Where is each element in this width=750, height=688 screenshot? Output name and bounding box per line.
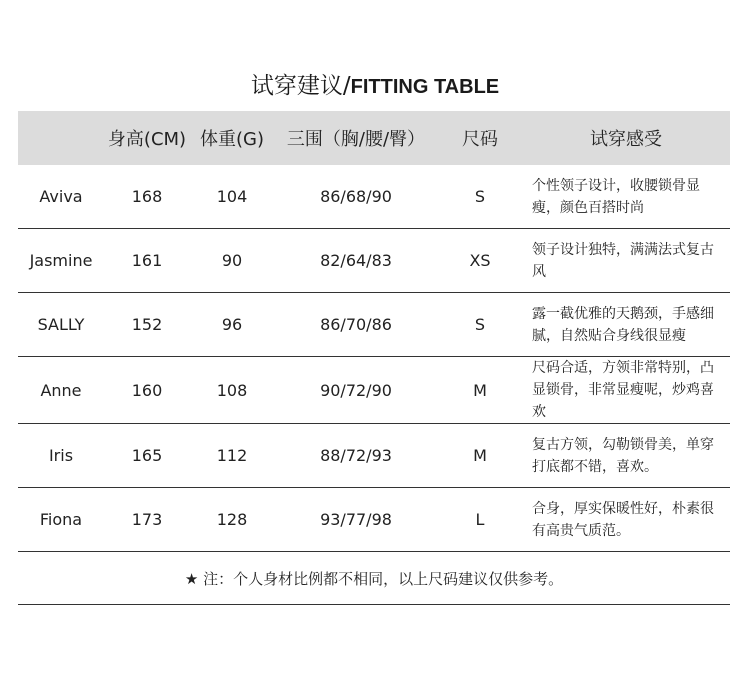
- cell-name: Aviva: [18, 165, 104, 229]
- cell-size: L: [438, 488, 522, 552]
- cell-name: SALLY: [18, 293, 104, 357]
- cell-measurements: 93/77/98: [274, 488, 438, 552]
- cell-size: M: [438, 424, 522, 488]
- cell-measurements: 86/70/86: [274, 293, 438, 357]
- cell-height: 173: [104, 488, 190, 552]
- cell-name: Anne: [18, 357, 104, 424]
- title-en: FITTING TABLE: [350, 76, 500, 98]
- table-row: [18, 165, 730, 229]
- cell-feedback: 领子设计独特，满满法式复古风: [522, 229, 730, 293]
- cell-name: Jasmine: [18, 229, 104, 293]
- header-height: 身高(CM): [104, 111, 190, 165]
- cell-feedback: 尺码合适，方领非常特别，凸显锁骨，非常显瘦呢，炒鸡喜欢: [522, 357, 730, 424]
- cell-weight: 96: [190, 293, 274, 357]
- table-row: [18, 424, 730, 488]
- cell-height: 152: [104, 293, 190, 357]
- cell-measurements: 90/72/90: [274, 357, 438, 424]
- fitting-table: [18, 111, 730, 605]
- cell-weight: 108: [190, 357, 274, 424]
- cell-weight: 90: [190, 229, 274, 293]
- header-feedback: 试穿感受: [522, 111, 730, 165]
- cell-height: 168: [104, 165, 190, 229]
- cell-size: S: [438, 293, 522, 357]
- note-row: [18, 552, 730, 605]
- cell-weight: 104: [190, 165, 274, 229]
- header-weight: 体重(G): [190, 111, 274, 165]
- cell-feedback: 合身，厚实保暖性好，朴素很有高贵气质范。: [522, 488, 730, 552]
- cell-weight: 128: [190, 488, 274, 552]
- cell-size: S: [438, 165, 522, 229]
- table-row: [18, 357, 730, 424]
- cell-feedback: 个性领子设计，收腰锁骨显瘦，颜色百搭时尚: [522, 165, 730, 229]
- cell-name: Fiona: [18, 488, 104, 552]
- table-row: [18, 488, 730, 552]
- header-measurements: 三围（胸/腰/臀）: [274, 111, 438, 165]
- cell-name: Iris: [18, 424, 104, 488]
- table-row: [18, 293, 730, 357]
- header-size: 尺码: [438, 111, 522, 165]
- cell-size: XS: [438, 229, 522, 293]
- cell-feedback: 复古方领，勾勒锁骨美，单穿打底都不错，喜欢。: [522, 424, 730, 488]
- title-cn: 试穿建议/: [250, 73, 351, 99]
- cell-height: 160: [104, 357, 190, 424]
- table-row: [18, 229, 730, 293]
- cell-measurements: 86/68/90: [274, 165, 438, 229]
- cell-feedback: 露一截优雅的天鹅颈，手感细腻，自然贴合身线很显瘦: [522, 293, 730, 357]
- cell-measurements: 82/64/83: [274, 229, 438, 293]
- header-name: [18, 111, 104, 165]
- table-note: ★ 注：个人身材比例都不相同，以上尺码建议仅供参考。: [18, 552, 730, 605]
- cell-measurements: 88/72/93: [274, 424, 438, 488]
- table-header-row: [18, 111, 730, 165]
- cell-size: M: [438, 357, 522, 424]
- page-title: [0, 68, 750, 105]
- cell-weight: 112: [190, 424, 274, 488]
- cell-height: 161: [104, 229, 190, 293]
- cell-height: 165: [104, 424, 190, 488]
